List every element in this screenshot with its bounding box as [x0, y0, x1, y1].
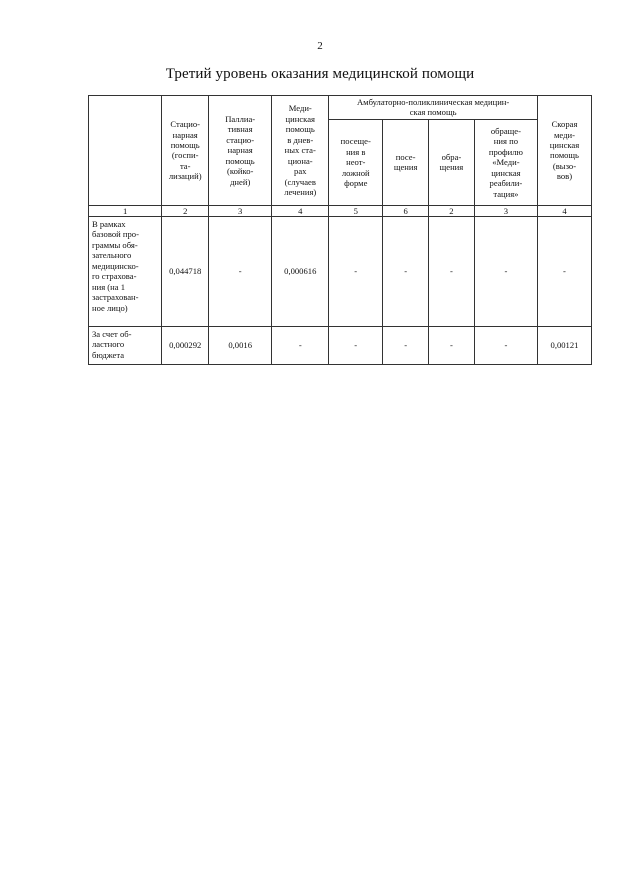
table-cell: -	[329, 326, 383, 364]
table-cell: 0,000616	[272, 216, 329, 326]
header-day-hospital-care: Меди- цинская помощь в днев- ных ста- циона- рах (случаев лечения)	[272, 96, 329, 206]
table-cell: -	[474, 216, 537, 326]
column-number: 6	[383, 205, 429, 216]
table-cell: -	[429, 216, 475, 326]
table-cell: 0,044718	[162, 216, 209, 326]
header-inpatient-care: Стацио- нарная помощь (госпи- та- лизаций)	[162, 96, 209, 206]
page-number: 2	[317, 40, 323, 52]
header-rehab-appeals: обраще- ния по профилю «Меди- цинская реабили- тация»	[474, 119, 537, 205]
column-number: 3	[209, 205, 272, 216]
header-visits: посе- щения	[383, 119, 429, 205]
table-row	[89, 216, 592, 326]
document-title: Третий уровень оказания медицинской помощи	[165, 66, 475, 82]
table-row	[89, 326, 592, 364]
column-number: 4	[537, 205, 591, 216]
row-label-basic-program: В рамках базовой про- граммы обя- зательного медицинско- го страхова- ния (на 1 застрахован- ное лицо)	[89, 216, 162, 326]
column-number-row	[89, 205, 592, 216]
header-palliative-care: Паллиа- тивная стацио- нарная помощь (койко- дней)	[209, 96, 272, 206]
header-appeals: обра- щения	[429, 119, 475, 205]
column-number: 3	[474, 205, 537, 216]
table-cell: -	[383, 216, 429, 326]
column-number: 4	[272, 205, 329, 216]
header-row-label	[89, 96, 162, 206]
table-cell: -	[209, 216, 272, 326]
medical-care-table	[88, 95, 592, 365]
table-cell: -	[474, 326, 537, 364]
header-ambulatory-group: Амбулаторно-поликлиническая медицин- ская помощь	[329, 96, 538, 120]
column-number: 2	[162, 205, 209, 216]
column-number: 2	[429, 205, 475, 216]
table-cell: -	[329, 216, 383, 326]
table-cell: 0,0016	[209, 326, 272, 364]
table-cell: -	[537, 216, 591, 326]
column-number: 1	[89, 205, 162, 216]
column-number: 5	[329, 205, 383, 216]
table-cell: -	[429, 326, 475, 364]
header-urgent-visits: посеще- ния в неот- ложной форме	[329, 119, 383, 205]
table-cell: -	[272, 326, 329, 364]
table-cell: -	[383, 326, 429, 364]
row-label-regional-budget: За счет об- ластного бюджета	[89, 326, 162, 364]
table-cell: 0,00121	[537, 326, 591, 364]
header-row-top	[89, 96, 592, 120]
table-cell: 0,000292	[162, 326, 209, 364]
header-emergency-care: Скорая меди- цинская помощь (вызо- вов)	[537, 96, 591, 206]
